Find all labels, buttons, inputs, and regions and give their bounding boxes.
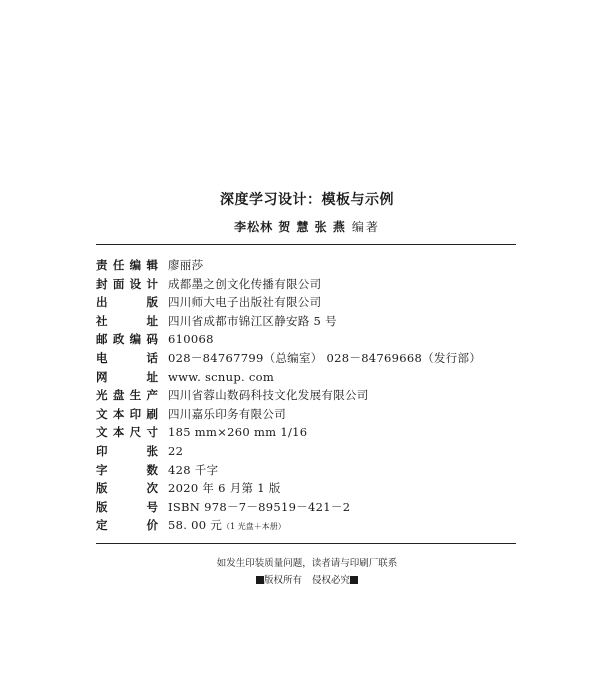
detail-value: 四川省蓉山数码科技文化发展有限公司 — [168, 388, 369, 403]
detail-label: 文本尺寸 — [96, 425, 158, 440]
rights-line — [0, 572, 614, 586]
detail-label: 邮政编码 — [96, 332, 158, 347]
detail-value: 185 mm×260 mm 1/16 — [168, 425, 308, 440]
detail-row-sheets — [96, 442, 516, 461]
detail-label: 文本印刷 — [96, 406, 158, 421]
quality-notice: 如发生印装质量问题，读者请与印刷厂联系 — [216, 558, 398, 569]
authors-line — [0, 218, 614, 235]
detail-value: ISBN 978－7－89519－421－2 — [168, 499, 351, 514]
detail-value: www. scnup. com — [168, 369, 275, 384]
detail-label: 版号 — [96, 499, 158, 514]
detail-row-publisher — [96, 293, 516, 312]
detail-value: 四川省成都市锦江区静安路 5 号 — [168, 313, 337, 328]
detail-value: 廖丽莎 — [168, 258, 204, 272]
detail-value — [168, 516, 516, 537]
detail-value: 028－84767799（总编室） 028－84769668（发行部） — [168, 350, 482, 365]
price-value: 58. 00 元 — [168, 518, 223, 533]
detail-row-address — [96, 312, 516, 331]
detail-label: 社址 — [96, 313, 158, 328]
detail-value: 2020 年 6 月第 1 版 — [168, 481, 281, 496]
detail-row-cover-design — [96, 275, 516, 294]
author-role: 编著 — [351, 220, 380, 234]
detail-label: 封面设计 — [96, 276, 158, 291]
detail-value: 成都墨之创文化传播有限公司 — [168, 276, 322, 291]
detail-value: 22 — [168, 443, 184, 458]
detail-value: 四川嘉乐印务有限公司 — [168, 406, 286, 421]
detail-row-size — [96, 423, 516, 442]
detail-row-word-count — [96, 461, 516, 480]
detail-row-postcode — [96, 330, 516, 349]
detail-label: 出版 — [96, 295, 158, 310]
detail-label: 责任编辑 — [96, 258, 158, 272]
detail-label: 光盘生产 — [96, 388, 158, 403]
detail-row-printing — [96, 405, 516, 424]
detail-label: 定价 — [96, 518, 158, 533]
detail-row-website — [96, 368, 516, 387]
bottom-divider — [96, 543, 516, 544]
square-bullet-icon — [350, 576, 358, 584]
rights-reserved: 版权所有 — [263, 575, 302, 586]
square-bullet-icon — [256, 576, 264, 584]
detail-value: 428 千字 — [168, 462, 219, 477]
detail-label: 版次 — [96, 481, 158, 496]
detail-row-edition — [96, 479, 516, 498]
author-names: 李松林 贺 慧 张 燕 — [234, 220, 346, 234]
top-divider — [96, 244, 516, 245]
detail-row-price — [96, 516, 516, 535]
detail-row-editor — [96, 256, 516, 275]
piracy-warning: 侵权必究 — [312, 575, 351, 586]
publication-details — [96, 256, 516, 535]
detail-label: 电话 — [96, 350, 158, 365]
detail-value: 四川师大电子出版社有限公司 — [168, 295, 322, 310]
detail-label: 字数 — [96, 462, 158, 477]
detail-row-isbn — [96, 498, 516, 517]
detail-row-phone — [96, 349, 516, 368]
price-note: （1 光盘＋本册） — [222, 522, 286, 532]
detail-label: 印张 — [96, 443, 158, 458]
detail-row-disc-production — [96, 386, 516, 405]
detail-value: 610068 — [168, 332, 214, 347]
book-title: 深度学习设计：模板与示例 — [220, 192, 394, 208]
detail-label: 网址 — [96, 369, 158, 384]
